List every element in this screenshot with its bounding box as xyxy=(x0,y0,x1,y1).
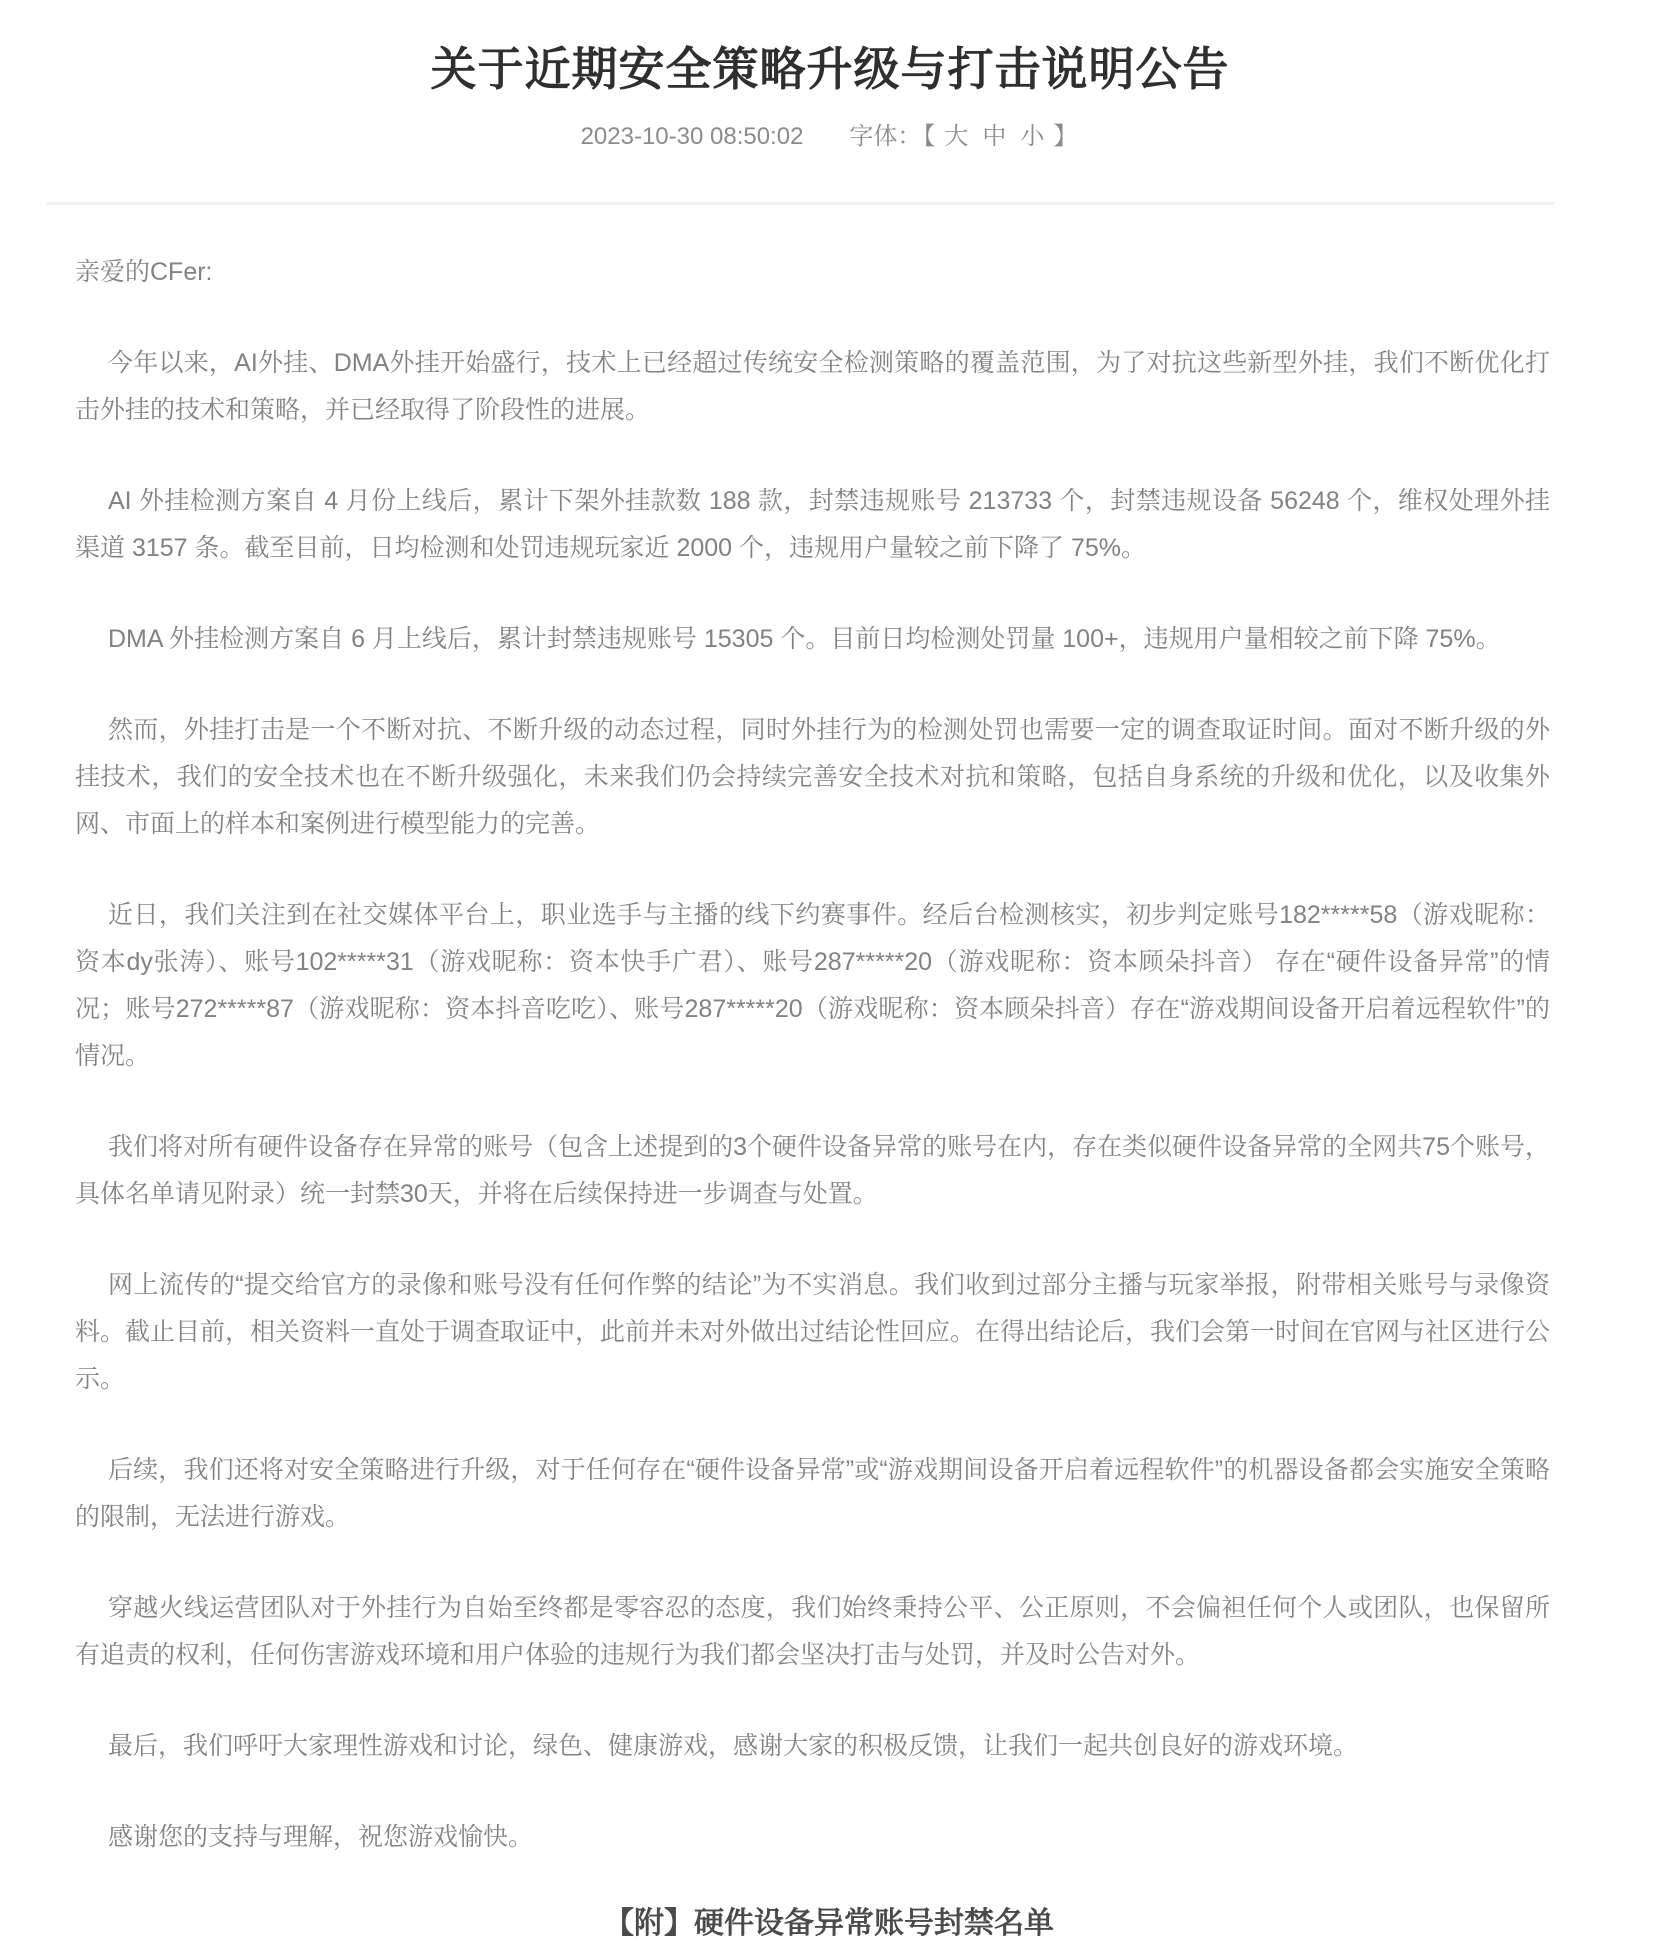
font-size-option-large[interactable]: 大 xyxy=(944,123,969,150)
appendix-title: 【附】硬件设备异常账号封禁名单 xyxy=(604,1907,1054,1940)
font-size-selector xyxy=(849,123,1079,150)
announcement-paragraph: 后续，我们还将对安全策略进行升级，对于任何存在“硬件设备异常”或“游戏期间设备开启着远程软件”的机器设备都会实施安全策略的限制，无法进行游戏。 xyxy=(75,1456,1550,1531)
announcement-body xyxy=(75,249,1550,1943)
header-divider xyxy=(46,202,1555,205)
announcement-paragraph: 网上流传的“提交给官方的录像和账号没有任何作弊的结论”为不实消息。我们收到过部分主播与玩家举报，附带相关账号与录像资料。截止目前，相关资料一直处于调查取证中，此前并未对外做出过结论性回应。在得出结论后，我们会第一时间在官网与社区进行公示。 xyxy=(75,1271,1551,1393)
announcement-paragraph: 穿越火线运营团队对于外挂行为自始至终都是零容忍的态度，我们始终秉持公平、公正原则，不会偏袒任何个人或团队，也保留所有追责的权利，任何伤害游戏环境和用户体验的违规行为我们都会坚决打击与处罚，并及时公告对外。 xyxy=(75,1594,1550,1669)
font-selector-bracket-open: 【 xyxy=(923,123,936,150)
salutation: 亲爱的CFer: xyxy=(75,258,213,286)
announcement-paragraph: 今年以来，AI外挂、DMA外挂开始盛行，技术上已经超过传统安全检测策略的覆盖范围，为了对抗这些新型外挂，我们不断优化打击外挂的技术和策略，并已经取得了阶段性的进展。 xyxy=(75,349,1550,424)
announcement-paragraph: 最后，我们呼吁大家理性游戏和讨论，绿色、健康游戏，感谢大家的积极反馈，让我们一起共创良好的游戏环境。 xyxy=(108,1732,1359,1760)
announcement-paragraph: AI 外挂检测方案自 4 月份上线后，累计下架外挂款数 188 款，封禁违规账号 213733 个，封禁违规设备 56248 个，维权处理外挂渠道 3157 条。截至目前，日均检测和处罚违规玩家近 2000 个，违规用户量较之前下降了 75%。 xyxy=(75,487,1550,562)
announcement-paragraph: 然而，外挂打击是一个不断对抗、不断升级的动态过程，同时外挂行为的检测处罚也需要一定的调查取证时间。面对不断升级的外挂技术，我们的安全技术也在不断升级强化，未来我们仍会持续完善安全技术对抗和策略，包括自身系统的升级和优化，以及收集外网、市面上的样本和案例进行模型能力的完善。 xyxy=(75,716,1550,838)
announcement-header xyxy=(0,0,1660,152)
font-size-option-medium[interactable]: 中 xyxy=(982,123,1007,150)
announcement-paragraph: 感谢您的支持与理解，祝您游戏愉快。 xyxy=(108,1823,534,1851)
announcement-paragraph: 近日，我们关注到在社交媒体平台上，职业选手与主播的线下约赛事件。经后台检测核实，初步判定账号182*****58（游戏昵称：资本dy张涛）、账号102*****31（游戏昵称：资本快手广君）、账号287*****20（游戏昵称：资本顾朵抖音） 存在“硬件设备异常”的情况；账号272*****87（游戏昵称：资本抖音吃吃）、账号287*****20（游戏昵称：资本顾朵抖音）存在“游戏期间设备开启着远程软件”的情况。 xyxy=(75,901,1550,1070)
announcement-paragraph: 我们将对所有硬件设备存在异常的账号（包含上述提到的3个硬件设备异常的账号在内，存在类似硬件设备异常的全网共75个账号，具体名单请见附录）统一封禁30天，并将在后续保持进一步调查与处置。 xyxy=(75,1133,1550,1208)
font-selector-bracket-close: 】 xyxy=(1053,123,1078,150)
font-size-option-small[interactable]: 小 xyxy=(1020,123,1045,150)
announcement-meta xyxy=(0,122,1660,152)
announcement-paragraph: DMA 外挂检测方案自 6 月上线后，累计封禁违规账号 15305 个。目前日均检测处罚量 100+，违规用户量相较之前下降 75%。 xyxy=(108,625,1501,653)
announcement-title: 关于近期安全策略升级与打击说明公告 xyxy=(430,43,1230,95)
font-selector-label: 字体： xyxy=(849,123,922,150)
publish-datetime: 2023-10-30 08:50:02 xyxy=(580,123,804,150)
